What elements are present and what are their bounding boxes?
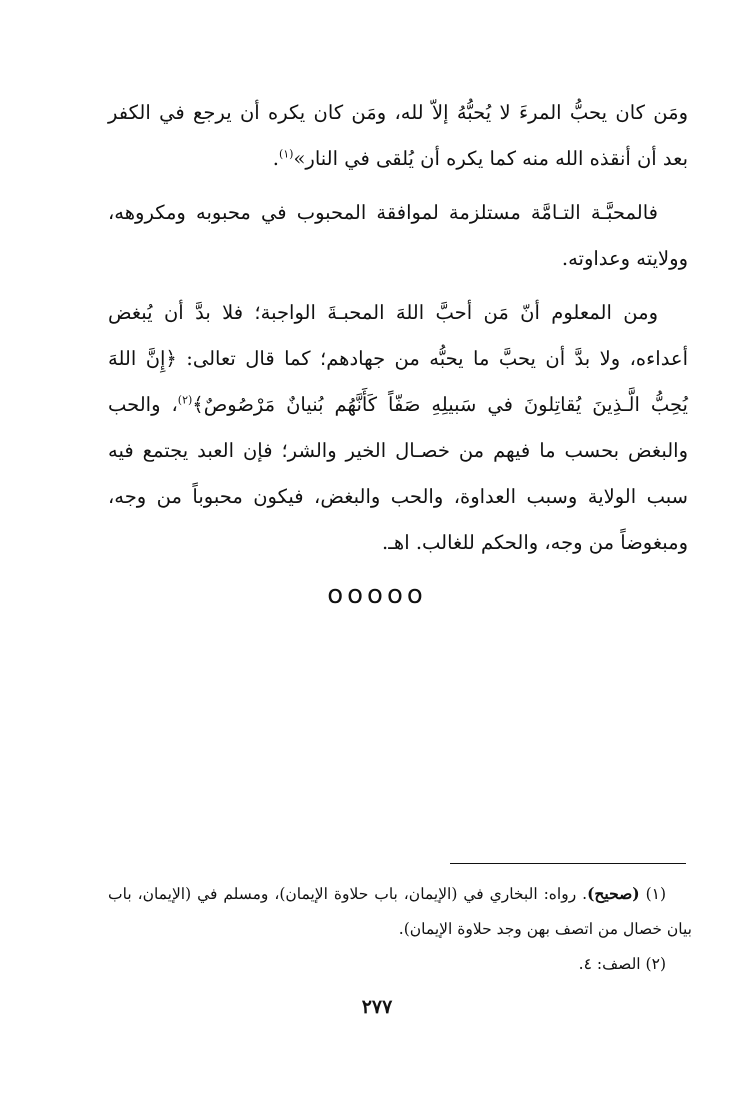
footnote-2-text: الصف: ٤.: [578, 955, 641, 973]
paragraph-3: [108, 290, 688, 566]
footnote-ref-2: (٢): [177, 393, 193, 407]
paragraph-1-tail: .: [272, 147, 279, 170]
paragraph-2-text: فالمحبَّـة التـامَّة مستلزمة لموافقة المحبوب في محبوبه ومكروهه، وولايته وعداوته.: [108, 201, 688, 270]
footnote-separator: [450, 863, 686, 864]
main-text-body: [108, 90, 688, 566]
footnote-1-text: . رواه: البخاري في (الإيمان، باب حلاوة الإيمان)، ومسلم في (الإيمان، باب بيان خصال من اتصف بهن وجد حلاوة الإيمان).: [108, 885, 692, 938]
paragraph-1-text: ومَن كان يحبُّ المرءَ لا يُحبُّهُ إلاّ لله، ومَن كان يكره أن يرجع في الكفر بعد أن أنقذه الله منه كما يكره أن يُلقى في النار»: [108, 101, 688, 170]
footnote-1-number: (١): [645, 885, 667, 903]
paragraph-2: [108, 190, 688, 282]
paragraph-3-tail: ، والحب والبغض بحسب ما فيهم من خصـال الخير والشر؛ فإن العبد يجتمع فيه سبب الولاية وسبب العداوة، والحب والبغض، فيكون محبوباً من وجه، ومبغوضاً من وجه، والحكم للغالب. اهـ.: [108, 393, 688, 554]
footnotes: [108, 876, 692, 982]
footnote-2-number: (٢): [645, 955, 666, 973]
page-number: ٢٧٧: [361, 996, 393, 1018]
footnote-1: [108, 876, 692, 947]
paragraph-1: [108, 90, 688, 182]
footnote-1-grade: (صحيح): [587, 884, 640, 903]
footnote-2: [108, 947, 692, 982]
footnote-ref-1: (١): [278, 147, 294, 161]
paragraph-3-text: ومن المعلوم أنّ مَن أحبَّ اللهَ المحبـةَ الواجبة؛ فلا بدَّ أن يُبغض أعداءه، ولا بدَّ أن يحبَّ ما يحبُّه من جهادهم؛ كما قال تعالى: ﴿إِنَّ اللهَ يُحِبُّ الَّـذِينَ يُقاتِلونَ في سَبيلِهِ صَفّاً كَأَنَّهُم بُنيانٌ مَرْصُوصٌ﴾: [108, 301, 688, 416]
section-divider-ornament: ooooo: [327, 580, 427, 610]
